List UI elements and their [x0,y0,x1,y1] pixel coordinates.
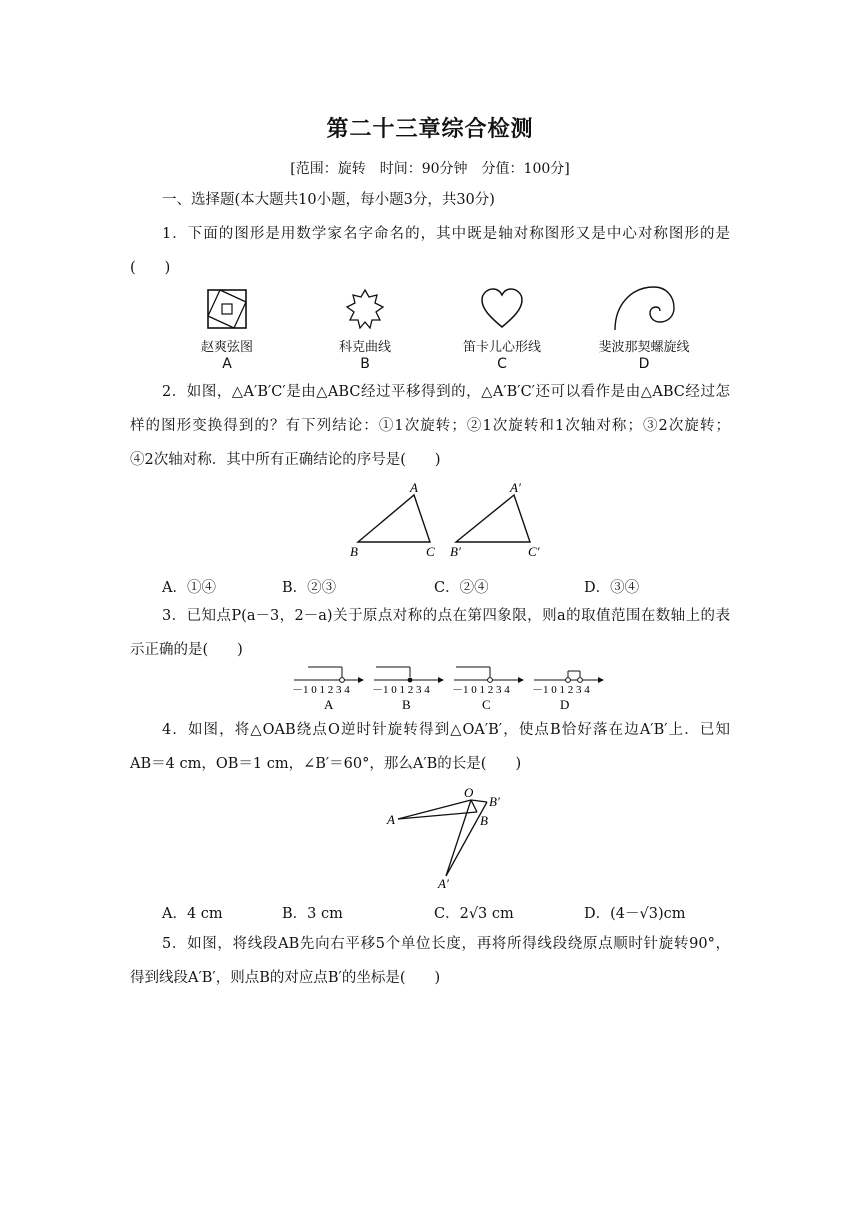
cardioid-heart-icon [480,287,524,331]
q4-option-b: B．3 cm [282,906,343,922]
q4-stem-line2: AB＝4 cm，OB＝1 cm，∠B′＝60°，那么A′B的长是( ) [130,756,522,772]
number-line-c-ticks: －1 0 1 2 3 4 [452,684,510,696]
q3-stem-line1: 3．已知点P(a－3，2－a)关于原点对称的点在第四象限，则a的取值范围在数轴上的表 [162,608,730,624]
number-line-d-ticks: －1 0 1 2 3 4 [532,684,590,696]
q4-option-d: D．(4－√3)cm [584,906,686,922]
q1-figure-d-letter: D [638,356,650,372]
number-line-d-letter: D [560,697,570,712]
number-line-d [532,671,604,696]
number-line-b [372,667,444,696]
q5-stem-line2: 得到线段A′B′，则点B的对应点B′的坐标是( ) [130,970,441,986]
q1-answer-blank: ( ) [130,260,171,276]
q4-option-a: A．4 cm [162,906,223,922]
label-B: B [350,544,358,559]
number-line-a-letter: A [324,697,334,712]
q1-figure-b-letter: B [360,356,370,372]
q2-option-c: C．②④ [434,580,489,596]
q1-figure-d-name: 斐波那契螺旋线 [598,340,690,355]
koch-snowflake-icon [343,287,387,331]
number-line-b-ticks: －1 0 1 2 3 4 [372,684,430,696]
q1-figure-b-name: 科克曲线 [338,340,391,355]
label-B-prime: B′ [450,544,461,559]
label-A-prime: A′ [510,480,521,495]
number-line-a-ticks: －1 0 1 2 3 4 [292,684,350,696]
q1-figure-a-name: 赵爽弦图 [200,340,253,355]
number-line-c [452,667,524,696]
q3-number-lines [290,662,610,712]
q2-stem-line3: ④2次轴对称．其中所有正确结论的序号是( ) [130,452,441,468]
exam-scope: [范围：旋转 时间：90分钟 分值：100分] [290,161,570,177]
q1-figure-c-name: 笛卡儿心形线 [462,340,541,355]
q4-rotation-figure [384,784,518,890]
zhao-shuang-diagram-icon [205,287,249,331]
q4-option-c: C．2√3 cm [434,906,514,922]
q1-figure-c-letter: C [497,356,507,372]
q2-stem-line1: 2．如图，△A′B′C′是由△ABC经过平移得到的，△A′B′C′还可以看作是由△ABC经过怎 [162,384,730,400]
label-B-prime: B′ [489,794,500,809]
label-A-prime: A′ [438,876,449,890]
label-A: A [410,480,418,495]
page-title: 第二十三章综合检测 [326,117,534,142]
label-C: C [426,544,435,559]
q3-stem-line2: 示正确的是( ) [130,642,243,658]
number-line-c-letter: C [482,697,491,712]
label-A: A [387,812,395,827]
q5-stem-line1: 5．如图，将线段AB先向右平移5个单位长度，再将所得线段绕原点顺时针旋转90°， [162,936,730,952]
q1-figure-a-letter: A [222,356,232,372]
q2-option-a: A．①④ [162,580,216,596]
label-B: B [480,813,488,828]
section-heading: 一、选择题(本大题共10小题，每小题3分，共30分) [162,192,495,208]
q2-option-d: D．③④ [584,580,640,596]
q4-stem-line1: 4．如图，将△OAB绕点O逆时针旋转得到△OA′B′，使点B恰好落在边A′B′上．已知 [162,722,730,738]
label-O: O [464,785,474,800]
q1-stem: 1．下面的图形是用数学家名字命名的，其中既是轴对称图形又是中心对称图形的是 [162,226,730,242]
number-line-b-letter: B [402,697,411,712]
q2-option-b: B．②③ [282,580,337,596]
q2-stem-line2: 样的图形变换得到的？有下列结论：①1次旋转；②1次旋转和1次轴对称；③2次旋转； [130,418,730,434]
label-C-prime: C′ [528,544,540,559]
q2-triangles-figure [344,478,554,562]
number-line-a [292,667,364,696]
fibonacci-spiral-icon [612,284,676,332]
